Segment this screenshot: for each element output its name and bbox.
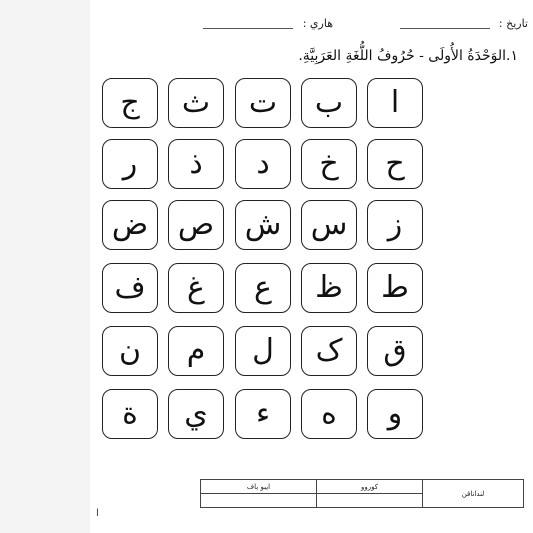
letter-card: ک	[301, 326, 357, 376]
footer-cell-left-blank[interactable]	[201, 494, 317, 508]
letter-card: ع	[235, 263, 291, 313]
letter-card: ح	[367, 139, 423, 189]
letter-card: ج	[102, 78, 158, 128]
letter-card: ب	[301, 78, 357, 128]
letter-card: خ	[301, 139, 357, 189]
letter-card: ا	[367, 78, 423, 128]
letter-card: ل	[235, 326, 291, 376]
letter-card: ط	[367, 263, 423, 313]
footer-cell-teacher: لنداناقن	[423, 480, 524, 508]
footer-cell-middle-label: كوروو	[317, 480, 423, 494]
letter-card: ذ	[168, 139, 224, 189]
letter-card: ن	[102, 326, 158, 376]
date-label: تاريخ :	[498, 17, 528, 30]
date-line	[400, 28, 490, 29]
letter-card: ف	[102, 263, 158, 313]
lesson-title: ١.الوَحْدَةُ الأُولَى - حُرُوفُ اللُّغَةِ العَرَبِيَّةِ.	[298, 48, 518, 64]
worksheet-page	[90, 0, 533, 533]
letter-card: ه	[301, 389, 357, 439]
letter-card: و	[367, 389, 423, 439]
letter-card: ق	[367, 326, 423, 376]
date-field	[400, 17, 528, 31]
footer-cell-middle-blank[interactable]	[317, 494, 423, 508]
letter-card: د	[235, 139, 291, 189]
letter-card: غ	[168, 263, 224, 313]
letter-card: ء	[235, 389, 291, 439]
letter-card: ز	[367, 200, 423, 250]
letter-card: ة	[102, 389, 158, 439]
letter-card: ش	[235, 200, 291, 250]
name-field	[203, 17, 333, 31]
signature-table	[200, 479, 524, 508]
letter-card: ص	[168, 200, 224, 250]
letter-card: ض	[102, 200, 158, 250]
footer-cell-left-label: ايبو باف	[201, 480, 317, 494]
page-mark: ا	[96, 508, 99, 519]
letter-card: س	[301, 200, 357, 250]
letter-card: ي	[168, 389, 224, 439]
letter-card: ث	[168, 78, 224, 128]
letter-card: م	[168, 326, 224, 376]
letter-card: ت	[235, 78, 291, 128]
name-label: هاري :	[302, 17, 333, 30]
name-line	[203, 28, 293, 29]
letter-card: ظ	[301, 263, 357, 313]
letter-card: ر	[102, 139, 158, 189]
